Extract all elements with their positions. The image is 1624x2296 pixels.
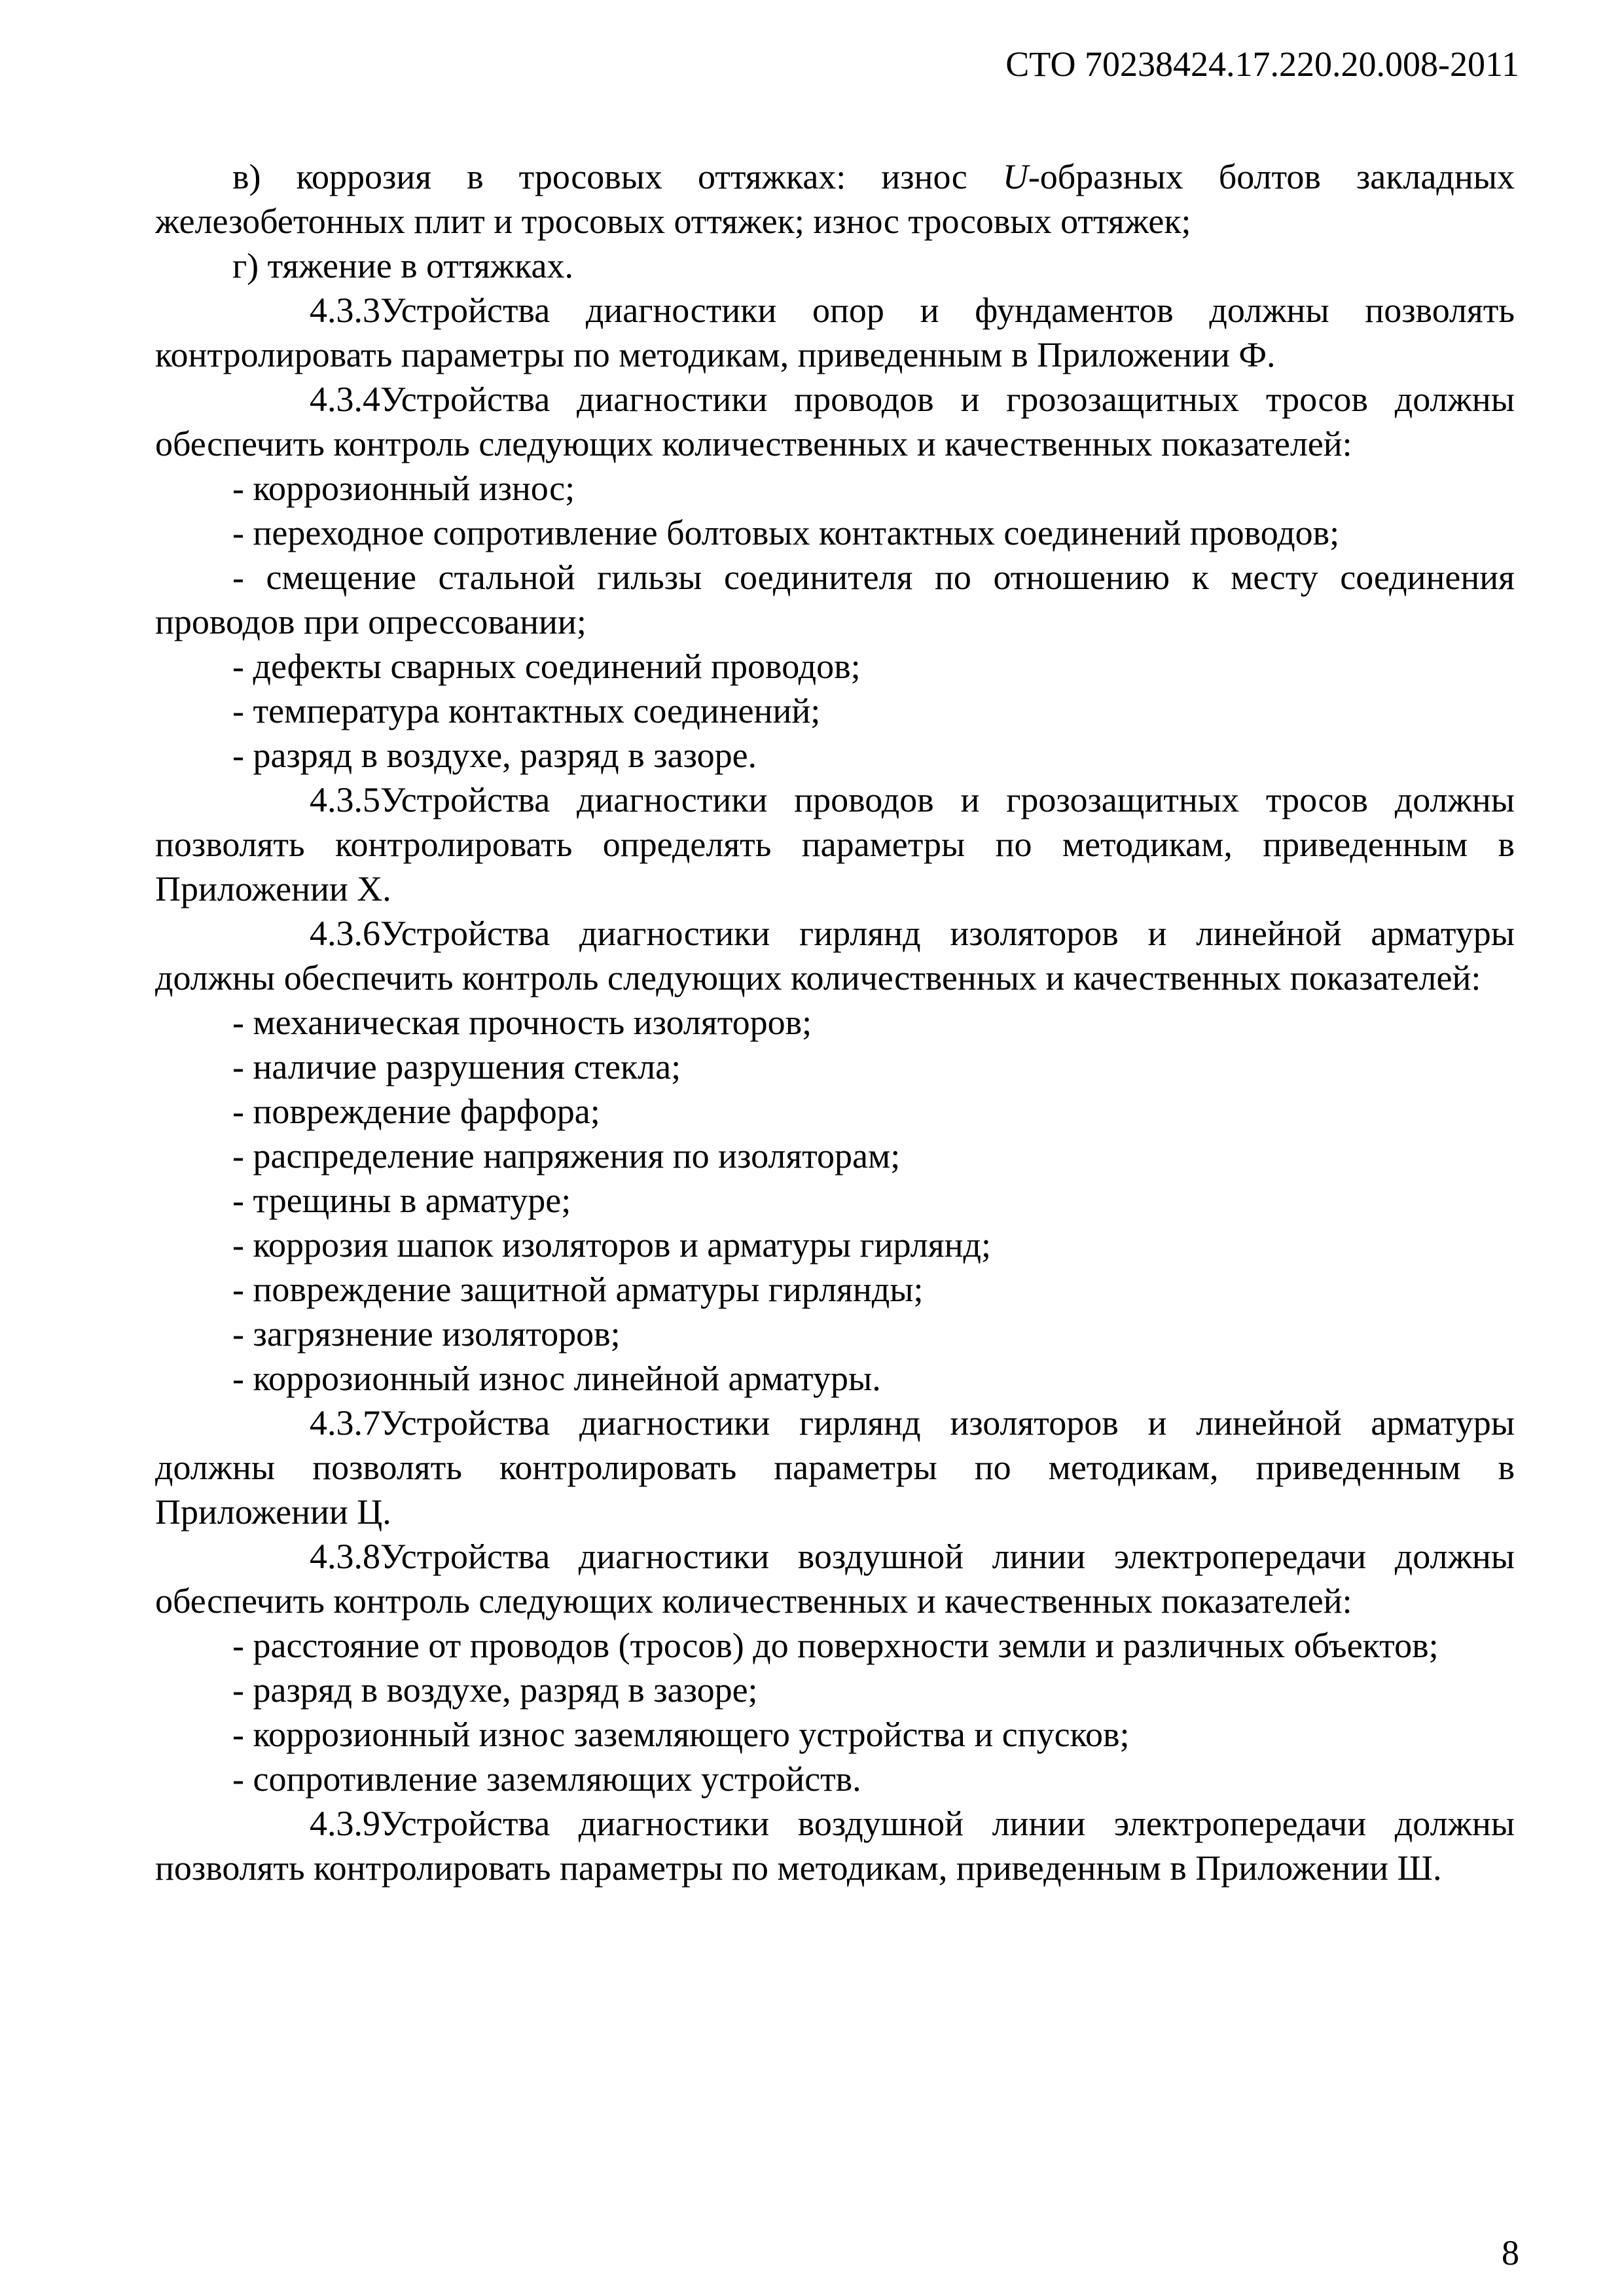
clause-number: 4.3.8 <box>310 1537 380 1576</box>
list-item: - трещины в арматуре; <box>232 1181 571 1220</box>
list-item: - температура контактных соединений; <box>232 691 821 730</box>
list-item: - переходное сопротивление болтовых контактных соединений проводов; <box>232 513 1340 552</box>
list-item: - повреждение защитной арматуры гирлянды; <box>232 1270 924 1309</box>
list-item: - повреждение фарфора; <box>232 1092 600 1131</box>
clause-number: 4.3.6 <box>310 914 380 953</box>
clause-text: Устройства диагностики гирлянд изоляторов и линейной арматуры должны позволять контролировать параметры по методикам, приведенным в Приложении Ц. <box>155 1403 1515 1532</box>
list-item: - расстояние от проводов (тросов) до поверхности земли и различных объектов; <box>232 1626 1439 1665</box>
clause-4-3-7 <box>155 1401 1515 1534</box>
clause-text: Устройства диагностики воздушной линии электропередачи должны позволять контролировать параметры по методикам, приведенным в Приложении Ш. <box>155 1804 1515 1888</box>
list-item: - дефекты сварных соединений проводов; <box>232 647 861 686</box>
clause-text: Устройства диагностики гирлянд изоляторов и линейной арматуры должны обеспечить контроль следующих количественных и качественных показателей: <box>155 914 1515 997</box>
document-body <box>155 154 1515 1890</box>
clause-4-3-8 <box>155 1534 1515 1623</box>
list-item: - коррозионный износ заземляющего устройства и спусков; <box>232 1715 1130 1754</box>
page-number: 8 <box>1502 2233 1519 2272</box>
clause-text: Устройства диагностики проводов и грозозащитных тросов должны обеспечить контроль следующих количественных и качественных показателей: <box>155 380 1515 463</box>
clause-4-3-6 <box>155 911 1515 1000</box>
list-item: - распределение напряжения по изоляторам; <box>232 1136 901 1175</box>
list-item: - разряд в воздухе, разряд в зазоре; <box>232 1670 758 1710</box>
list-item: - коррозионный износ линейной арматуры. <box>232 1359 881 1398</box>
document-code-header: СТО 70238424.17.220.20.008-2011 <box>1005 45 1519 84</box>
clause-number: 4.3.4 <box>310 380 380 419</box>
list-item: - коррозия шапок изоляторов и арматуры гирлянд; <box>232 1225 991 1265</box>
paragraph-guy-tension: г) тяжение в оттяжках. <box>232 246 573 285</box>
clause-text: Устройства диагностики опор и фундаментов должны позволять контролировать параметры по методикам, приведенным в Приложении Ф. <box>155 291 1515 374</box>
clause-text: Устройства диагностики воздушной линии электропередачи должны обеспечить контроль следующих количественных и качественных показателей: <box>155 1537 1515 1621</box>
list-item: - разряд в воздухе, разряд в зазоре. <box>232 736 757 775</box>
clause-4-3-5 <box>155 778 1515 911</box>
paragraph-corrosion-guys <box>155 154 1515 243</box>
paragraph-text: в) коррозия в тросовых оттяжках: износ <box>232 157 1003 196</box>
clause-number: 4.3.7 <box>310 1403 380 1443</box>
list-item: - сопротивление заземляющих устройств. <box>232 1759 861 1799</box>
clause-4-3-4 <box>155 377 1515 466</box>
clause-4-3-9 <box>155 1801 1515 1890</box>
clause-number: 4.3.3 <box>310 291 380 330</box>
list-item: - коррозионный износ; <box>232 469 575 508</box>
u-letter: U <box>1002 157 1028 196</box>
clause-4-3-3 <box>155 288 1515 377</box>
clause-text: Устройства диагностики проводов и грозозащитных тросов должны позволять контролировать определять параметры по методикам, приведенным в Приложении Х. <box>155 780 1515 908</box>
list-item: - наличие разрушения стекла; <box>232 1047 681 1086</box>
list-item: - механическая прочность изоляторов; <box>232 1003 812 1042</box>
paragraph-text: -образных болтов закладных железобетонных плит и тросовых оттяжек; износ тросовых оттяжек; <box>155 157 1515 241</box>
list-item: - загрязнение изоляторов; <box>232 1314 621 1354</box>
clause-number: 4.3.5 <box>310 780 380 819</box>
clause-number: 4.3.9 <box>310 1804 380 1843</box>
list-item: - смещение стальной гильзы соединителя по отношению к месту соединения проводов при опрессовании; <box>155 558 1515 641</box>
